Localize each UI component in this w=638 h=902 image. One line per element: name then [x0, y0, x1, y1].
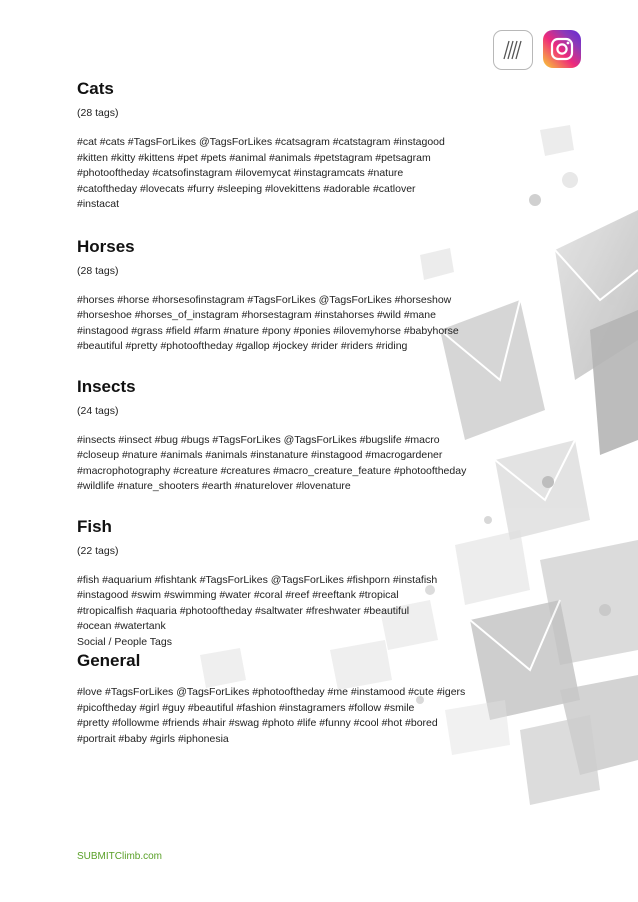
decor-dot — [529, 194, 541, 206]
envelope-icon — [590, 310, 638, 455]
tag-line: #ocean #watertank — [77, 620, 166, 632]
tag-line: #insects #insect #bug #bugs #TagsForLikes @TagsForLikes #bugslife #macro — [77, 433, 440, 446]
decor-dot — [599, 604, 611, 616]
tag-line: #instacat — [77, 198, 120, 210]
tag-count: (22 tags) — [77, 544, 119, 557]
tag-line: #horses #horse #horsesofinstagram #TagsForLikes @TagsForLikes #horseshow — [77, 293, 452, 306]
tag-line: #tropicalfish #aquaria #photooftheday #saltwater #freshwater #beautiful — [77, 604, 410, 617]
tag-list — [77, 433, 517, 495]
envelope-icon — [520, 715, 600, 805]
tag-list — [77, 685, 517, 747]
decor-dot — [542, 476, 554, 488]
section-title: Insects — [77, 376, 136, 396]
tag-line: #cat #cats #TagsForLikes @TagsForLikes #catsagram #catstagram #instagood — [77, 136, 445, 148]
tag-line: #closeup #nature #animals #animals #instanature #instagood #macrogardener — [77, 449, 443, 461]
tag-line: #horseshoe #horses_of_instagram #horsestagram #instahorses #wild #mane — [77, 309, 436, 321]
tag-content — [77, 78, 517, 747]
section-horses — [77, 236, 517, 355]
tag-line: #fish #aquarium #fishtank #TagsForLikes @TagsForLikes #fishporn #instafish — [77, 573, 438, 586]
tag-count: (28 tags) — [77, 107, 119, 119]
submitclimb-stripes-icon — [493, 30, 533, 70]
section-cats — [77, 78, 517, 213]
section-insects — [77, 376, 517, 495]
tag-line: #portrait #baby #girls #iphonesia — [77, 732, 229, 745]
instagram-icon — [543, 30, 581, 68]
footer-link[interactable]: SUBMITClimb.com — [77, 851, 163, 862]
tag-line: #catoftheday #lovecats #furry #sleeping #lovekittens #adorable #catlover — [77, 182, 416, 195]
tag-line: #pretty #followme #friends #hair #swag #photo #life #funny #cool #hot #bored — [77, 717, 438, 729]
tag-line: #beautiful #pretty #photooftheday #gallop #jockey #rider #riders #riding — [77, 340, 408, 352]
tag-line: #wildlife #nature_shooters #earth #naturelover #lovenature — [77, 480, 351, 492]
section-title: Horses — [77, 236, 135, 256]
section-title: Cats — [77, 79, 114, 98]
section-title: General — [77, 651, 141, 670]
tag-line: #picoftheday #girl #guy #beautiful #fashion #instagramers #follow #smile — [77, 701, 415, 714]
tag-line: #photooftheday #catsofinstagram #ilovemycat #instagramcats #nature — [77, 167, 404, 179]
tag-line: #instagood #grass #field #farm #nature #pony #ponies #ilovemyhorse #babyhorse — [77, 324, 459, 337]
tag-line: #love #TagsForLikes @TagsForLikes #photooftheday #me #instamood #cute #igers — [77, 686, 466, 698]
tag-list — [77, 293, 517, 355]
envelope-icon — [540, 125, 574, 156]
decor-dot — [607, 295, 617, 305]
header-logos — [493, 30, 581, 70]
subsection-label: Social / People Tags — [77, 635, 172, 648]
section-fish — [77, 516, 517, 651]
tag-list — [77, 135, 517, 213]
section-general — [77, 650, 517, 747]
tag-count: (24 tags) — [77, 404, 119, 417]
tag-line: #kitten #kitty #kittens #pet #pets #animal #animals #petstagram #petsagram — [77, 151, 431, 164]
tag-line: #macrophotography #creature #creatures #macro_creature_feature #photooftheday — [77, 464, 467, 477]
decor-dot — [562, 172, 578, 188]
section-title: Fish — [77, 516, 112, 536]
tag-count: (28 tags) — [77, 264, 119, 277]
tag-list — [77, 573, 517, 635]
tag-line: #instagood #swim #swimming #water #coral #reef #reeftank #tropical — [77, 589, 399, 601]
